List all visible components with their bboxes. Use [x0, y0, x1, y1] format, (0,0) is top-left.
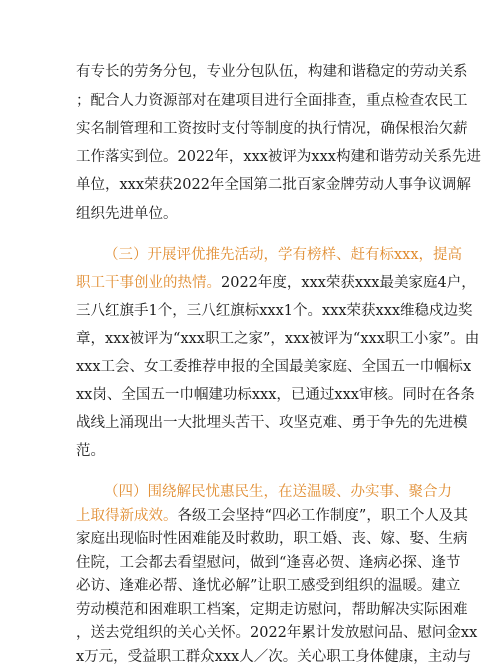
- text-line: 章，xxx被评为“xxx职工之家”，xxx被评为“xxx职工小家”。由: [76, 331, 480, 347]
- text-line: ，送去党组织的关心关怀。2022年累计发放慰问品、慰问金xx: [76, 625, 478, 641]
- mixed-line: [76, 273, 476, 293]
- text-line: x万元，受益职工群众xxx人／次。关心职工身体健康，主动与: [76, 648, 472, 665]
- text-line: 三八红旗手1个，三八红旗标xxx1个。xxx荣获xxx维稳戍边奖: [76, 303, 473, 319]
- text-segment: 2022年度，xxx荣获xxx最美家庭4户，: [221, 275, 476, 291]
- text-line: xxx工会、女工委推荐申报的全国最美家庭、全国五一巾帼标x: [76, 359, 472, 375]
- text-line: 必访、逢难必帮、逢忧必解”让职工感受到组织的温暖。建立: [76, 578, 461, 594]
- text-line: 单位，xxx荣获2022年全国第二批百家金牌劳动人事争议调解: [76, 177, 471, 193]
- mixed-line: [76, 506, 468, 526]
- text-line: ；配合人力资源部对在建项目进行全面排查，重点检查农民工: [76, 93, 468, 109]
- text-line: 家庭出现临时性困难能及时救助，职工婚、丧、嫁、娶、生病: [76, 531, 468, 547]
- text-line: 范。: [76, 443, 105, 459]
- text-line: 实名制管理和工资按时支付等制度的执行情况，确保根治欠薪: [76, 121, 468, 137]
- section-heading-line: （四）围绕解民忧惠民生，在送温暖、办实事、聚合力: [104, 484, 452, 500]
- text-line: 战线上涌现出一大批埋头苦干、攻坚克难、勇于争先的先进模: [76, 415, 468, 431]
- section-heading-line: 上取得新成效。: [76, 507, 178, 524]
- text-line: 组织先进单位。: [76, 206, 178, 222]
- text-line: 工作落实到位。2022年，xxx被评为xxx构建和谐劳动关系先进: [76, 149, 481, 165]
- text-segment: 各级工会坚持“四必工作制度”，职工个人及其: [177, 507, 468, 524]
- text-line: 有专长的劳务分包，专业分包队伍，构建和谐稳定的劳动关系: [76, 64, 468, 80]
- text-line: xx岗、全国五一巾帼建功标xxx，已通过xxx审核。同时在各条: [76, 387, 475, 403]
- text-line: 劳动模范和困难职工档案，定期走访慰问，帮助解决实际困难: [76, 601, 468, 618]
- text-line: 住院，工会都去看望慰问，做到“逢喜必贺、逢病必探、逢节: [76, 554, 461, 571]
- section-heading-line: （三）开展评优推先活动，学有榜样、赶有标xxx，提高: [104, 247, 463, 263]
- section-heading-line: 职工干事创业的热情。: [76, 275, 221, 291]
